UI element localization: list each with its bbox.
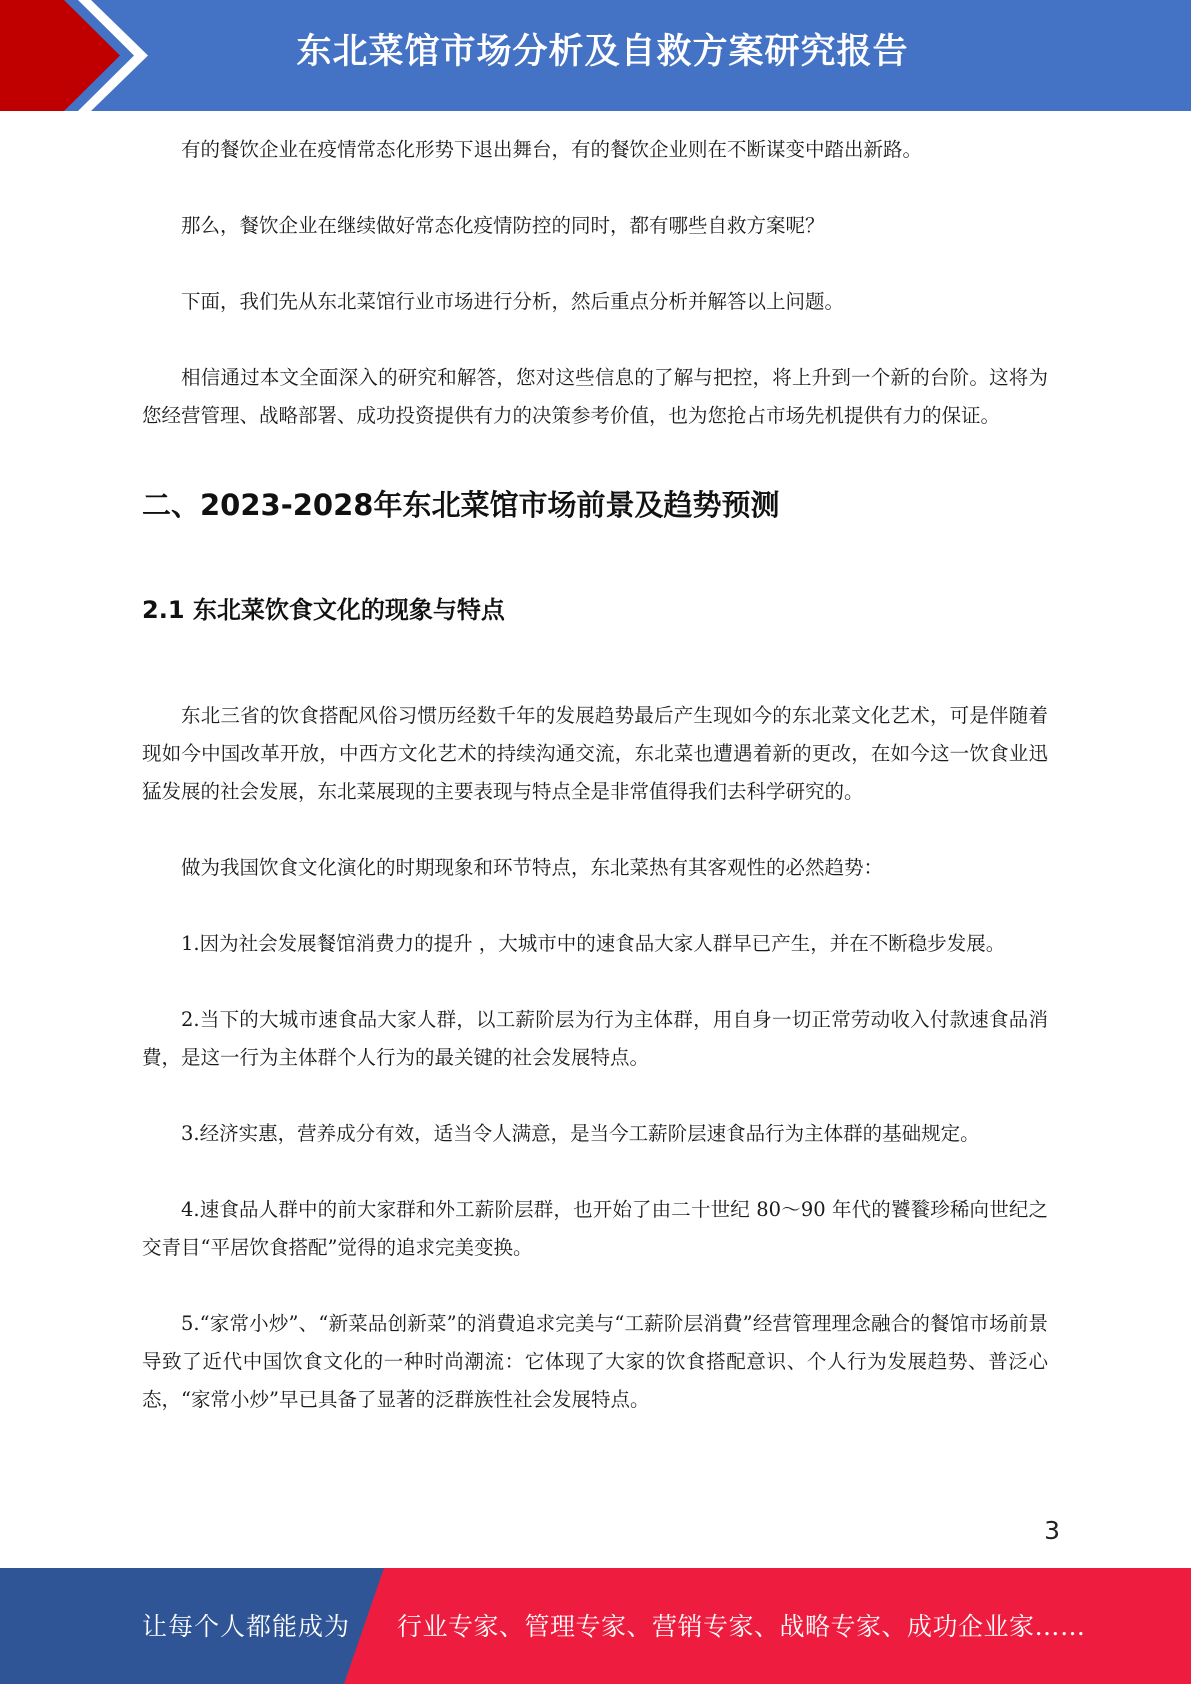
footer-slogan-left: 让每个人都能成为 [142, 1612, 351, 1641]
list-item-5: 5.“家常小炒”、“新菜品创新菜”的消費追求完美与“工薪阶层消費”经营管理理念融合的餐馆市场前景导致了近代中国饮食文化的一种时尚潮流：它体现了大家的饮食搭配意识、个人行为发展趋势、普泛心态，“家常小炒”早已具备了显著的泛群族性社会发展特点。 [142, 1312, 1048, 1411]
list-item-4: 4.速食品人群中的前大家群和外工薪阶层群，也开始了由二十世纪 80～90 年代的饕餮珍稀向世纪之交青目“平居饮食搭配”觉得的追求完美变换。 [142, 1198, 1048, 1259]
footer-band [0, 1568, 1191, 1684]
subsection-heading: 2.1 东北菜饮食文化的现象与特点 [142, 596, 505, 624]
body-paragraph-2: 做为我国饮食文化演化的时期现象和环节特点，东北菜热有其客观性的必然趋势： [181, 856, 884, 879]
intro-paragraph-1: 有的餐饮企业在疫情常态化形势下退出舞台，有的餐饮企业则在不断谋变中踏出新路。 [181, 138, 923, 161]
list-item-3: 3.经济实惠，营养成分有效，适当令人满意，是当今工薪阶层速食品行为主体群的基础规定。 [181, 1122, 980, 1145]
list-item-1: 1.因为社会发展餐馆消费力的提升 ，大城市中的速食品大家人群早已产生，并在不断稳步发展。 [181, 932, 1006, 955]
page-number: 3 [1044, 1516, 1060, 1545]
report-title: 东北菜馆市场分析及自救方案研究报告 [296, 32, 909, 72]
section-heading: 二、2023-2028年东北菜馆市场前景及趋势预测 [142, 488, 780, 522]
intro-paragraph-4: 相信通过本文全面深入的研究和解答，您对这些信息的了解与把控，将上升到一个新的台阶。这将为您经营管理、战略部署、成功投资提供有力的决策参考价值，也为您抢占市场先机提供有力的保证。 [142, 366, 1048, 427]
header-band [0, 0, 1191, 111]
intro-paragraph-3: 下面，我们先从东北菜馆行业市场进行分析，然后重点分析并解答以上问题。 [181, 290, 845, 313]
page-content [142, 131, 1048, 1419]
intro-paragraph-2: 那么，餐饮企业在继续做好常态化疫情防控的同时，都有哪些自救方案呢？ [181, 214, 825, 237]
footer-slogan-right: 行业专家、管理专家、营销专家、战略专家、成功企业家…… [397, 1612, 1086, 1641]
list-item-2: 2.当下的大城市速食品大家人群，以工薪阶层为行为主体群，用自身一切正常劳动收入付款速食品消費，是这一行为主体群个人行为的最关键的社会发展特点。 [142, 1008, 1048, 1069]
body-paragraph-1: 东北三省的饮食搭配风俗习惯历经数千年的发展趋势最后产生现如今的东北菜文化艺术，可是伴随着现如今中国改革开放，中西方文化艺术的持续沟通交流，东北菜也遭遇着新的更改，在如今这一饮食业迅猛发展的社会发展，东北菜展现的主要表现与特点全是非常值得我们去科学研究的。 [142, 704, 1048, 803]
